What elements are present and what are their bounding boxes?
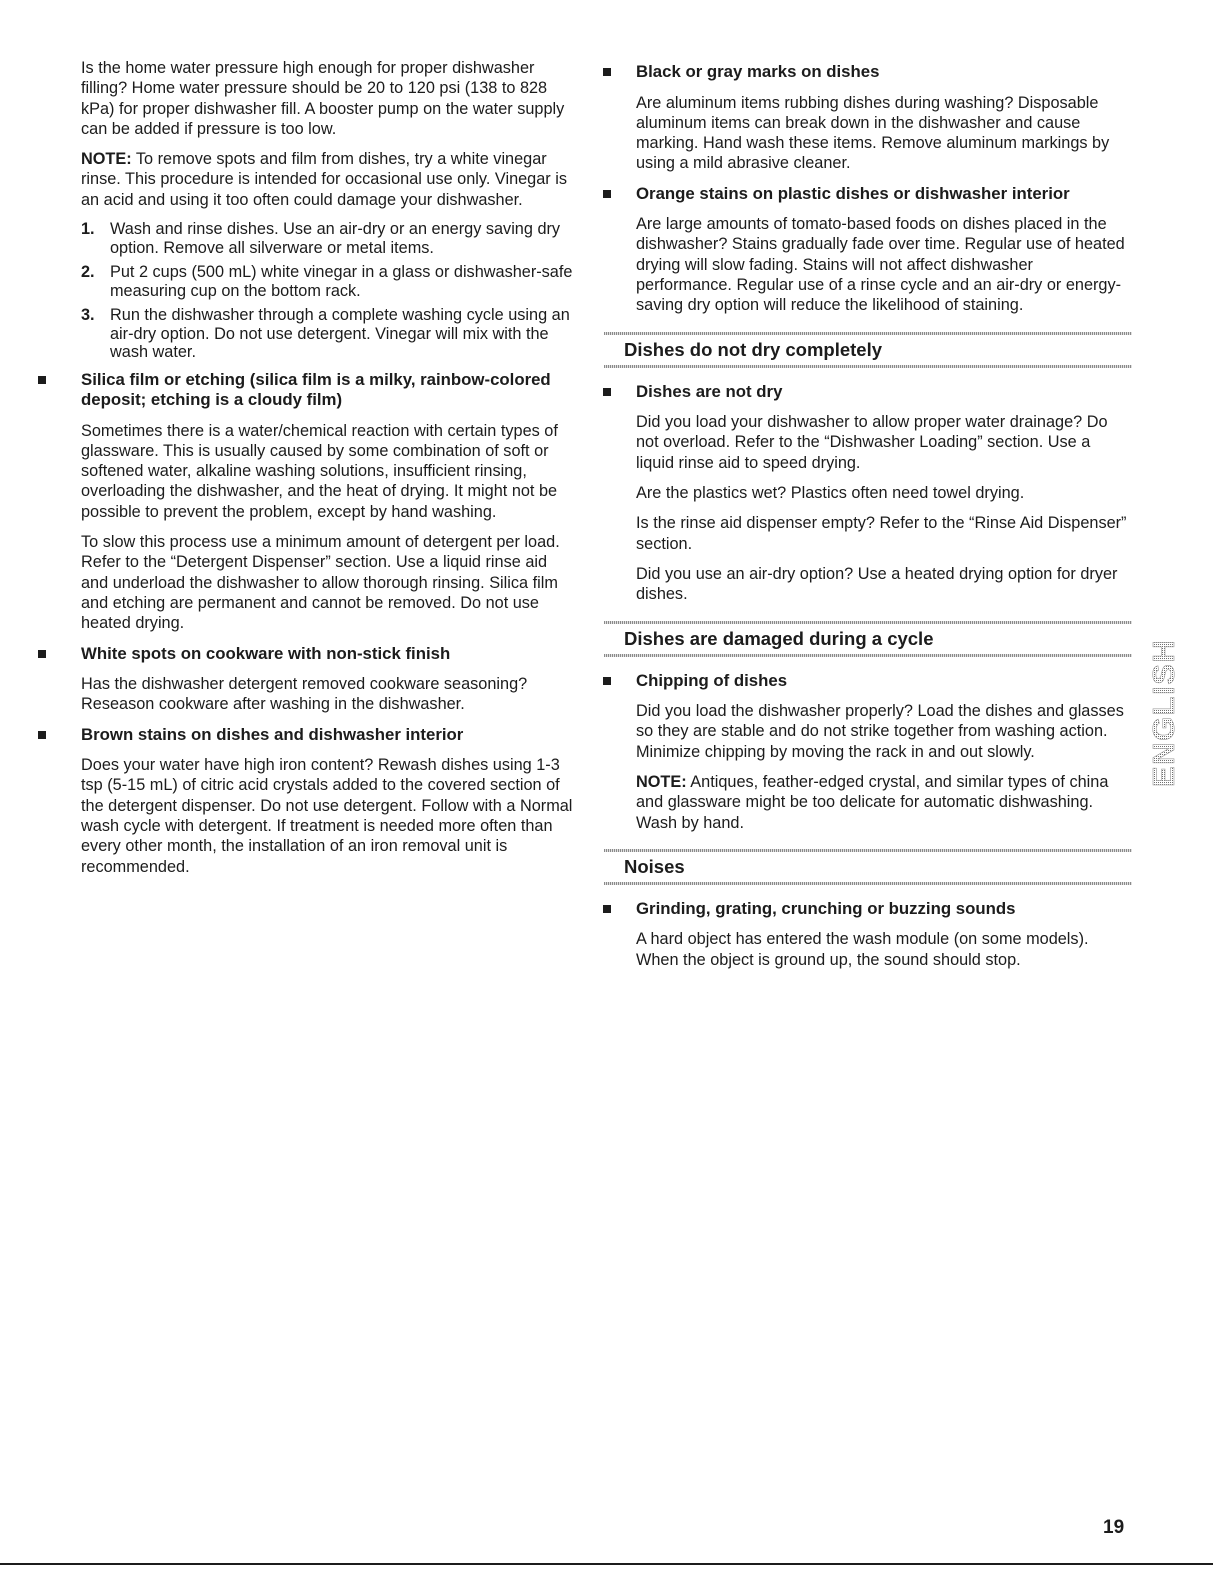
black-marks-paragraph: Are aluminum items rubbing dishes during washing? Disposable aluminum items can break down in the dishwasher and cause marking. Hand wash these items. Remove aluminum markings by using a mild abrasive cleaner. <box>636 93 1110 173</box>
vinegar-note <box>81 149 573 210</box>
right-column <box>594 58 1132 980</box>
brown-stains-heading <box>81 725 573 746</box>
not-dry-paragraph-1: Did you load your dishwasher to allow proper water drainage? Do not overload. Refer to the “Dishwasher Loading” section. Use a liquid rinse aid to speed drying. <box>636 413 1108 472</box>
left-column <box>81 58 573 887</box>
step-text: Put 2 cups (500 mL) white vinegar in a glass or dishwasher-safe measuring cup on the bottom rack. <box>110 263 573 300</box>
step-number: 3. <box>81 306 95 325</box>
list-item <box>81 263 573 300</box>
white-spots-paragraph: Has the dishwasher detergent removed cookware seasoning? Reseason cookware after washing in the dishwasher. <box>81 675 528 714</box>
water-pressure-paragraph: Is the home water pressure high enough for proper dishwasher filling? Home water pressure should be 20 to 120 psi (138 to 828 kPa) for proper dishwasher fill. A booster pump on the water supply can be added if pressure is too low. <box>81 59 565 138</box>
not-dry-paragraph-2: Are the plastics wet? Plastics often need towel drying. <box>636 484 1025 503</box>
step-number: 1. <box>81 220 95 239</box>
list-item <box>81 306 573 362</box>
heading-text: Brown stains on dishes and dishwasher interior <box>81 724 464 744</box>
orange-stains-paragraph: Are large amounts of tomato-based foods on dishes placed in the dishwasher? Stains gradually fade over time. Regular use of heated drying will slow fading. Stains will not affect dishwasher performance. Regular use of a rinse cycle and an air-dry or energy-saving dry option will reduce the likelihood of staining. <box>636 215 1125 315</box>
grinding-paragraph: A hard object has entered the wash module (on some models). When the object is ground up, the sound should stop. <box>636 930 1089 969</box>
white-spots-heading <box>81 644 573 665</box>
vinegar-steps-list <box>81 220 573 362</box>
note-text: Antiques, feather-edged crystal, and similar types of china and glassware might be too delicate for automatic dishwashing. Wash by hand. <box>636 772 1109 832</box>
square-bullet-icon <box>603 388 611 396</box>
section-heading-dishes-damaged: Dishes are damaged during a cycle <box>594 621 1132 657</box>
page-number: 19 <box>1103 1517 1125 1538</box>
chipping-note <box>594 772 1132 833</box>
dishes-not-dry-heading <box>594 382 1132 403</box>
side-tab-label: ENGLISH <box>1146 638 1181 787</box>
step-number: 2. <box>81 263 95 282</box>
language-side-tab <box>1146 575 1182 790</box>
step-text: Wash and rinse dishes. Use an air-dry or an energy saving dry option. Remove all silverware or metal items. <box>110 220 561 257</box>
orange-stains-heading <box>594 184 1132 205</box>
grinding-heading <box>594 899 1132 920</box>
list-item <box>81 220 573 257</box>
brown-stains-paragraph: Does your water have high iron content? Rewash dishes using 1-3 tsp (5-15 mL) of citric acid crystals added to the covered section of the detergent dispenser. Do not use detergent. Follow with a Normal wash cycle with detergent. If treatment is needed more often than every other month, the installation of an iron removal unit is recommended. <box>81 756 573 876</box>
chipping-paragraph: Did you load the dishwasher properly? Load the dishes and glasses so they are stable and do not strike together from washing action. Minimize chipping by moving the rack in and out slowly. <box>636 702 1124 761</box>
square-bullet-icon <box>603 68 611 76</box>
square-bullet-icon <box>603 905 611 913</box>
heading-text: White spots on cookware with non-stick finish <box>81 643 451 663</box>
black-marks-heading <box>594 62 1132 83</box>
silica-paragraph-1: Sometimes there is a water/chemical reaction with certain types of glassware. This is usually caused by some combination of soft or softened water, alkaline washing solutions, insufficient rinsing, overloading the dishwasher, and the heat of drying. It might not be possible to prevent the problem, except by hand washing. <box>81 421 558 521</box>
heading-text: Orange stains on plastic dishes or dishwasher interior <box>636 183 1070 203</box>
not-dry-paragraph-3: Is the rinse aid dispenser empty? Refer to the “Rinse Aid Dispenser” section. <box>636 514 1127 553</box>
note-text: To remove spots and film from dishes, try a white vinegar rinse. This procedure is intended for occasional use only. Vinegar is an acid and using it too often could damage your dishwasher. <box>81 150 567 209</box>
square-bullet-icon <box>603 190 611 198</box>
heading-text: Grinding, grating, crunching or buzzing sounds <box>636 898 1016 918</box>
silica-film-heading <box>81 370 573 411</box>
square-bullet-icon <box>38 650 46 658</box>
square-bullet-icon <box>603 677 611 685</box>
section-heading-noises: Noises <box>594 849 1132 885</box>
note-label: NOTE: <box>81 150 132 169</box>
step-text: Run the dishwasher through a complete washing cycle using an air-dry option. Do not use detergent. Vinegar will mix with the wash water. <box>110 306 570 362</box>
heading-text: Silica film or etching (silica film is a milky, rainbow-colored deposit; etching is a cloudy film) <box>81 369 551 410</box>
heading-text: Dishes are not dry <box>636 381 783 401</box>
square-bullet-icon <box>38 731 46 739</box>
chipping-heading <box>594 671 1132 692</box>
bottom-divider <box>0 1563 1213 1565</box>
square-bullet-icon <box>38 376 46 384</box>
not-dry-paragraph-4: Did you use an air-dry option? Use a heated drying option for dryer dishes. <box>636 564 1118 604</box>
note-label: NOTE: <box>636 772 687 791</box>
silica-paragraph-2: To slow this process use a minimum amount of detergent per load. Refer to the “Detergent Dispenser” section. Use a liquid rinse aid and underload the dishwasher to allow thorough rinsing. Silica film and etching are permanent and cannot be removed. Do not use heated drying. <box>81 533 560 633</box>
section-heading-dishes-not-dry: Dishes do not dry completely <box>594 332 1132 368</box>
heading-text: Chipping of dishes <box>636 670 788 690</box>
heading-text: Black or gray marks on dishes <box>636 62 880 81</box>
